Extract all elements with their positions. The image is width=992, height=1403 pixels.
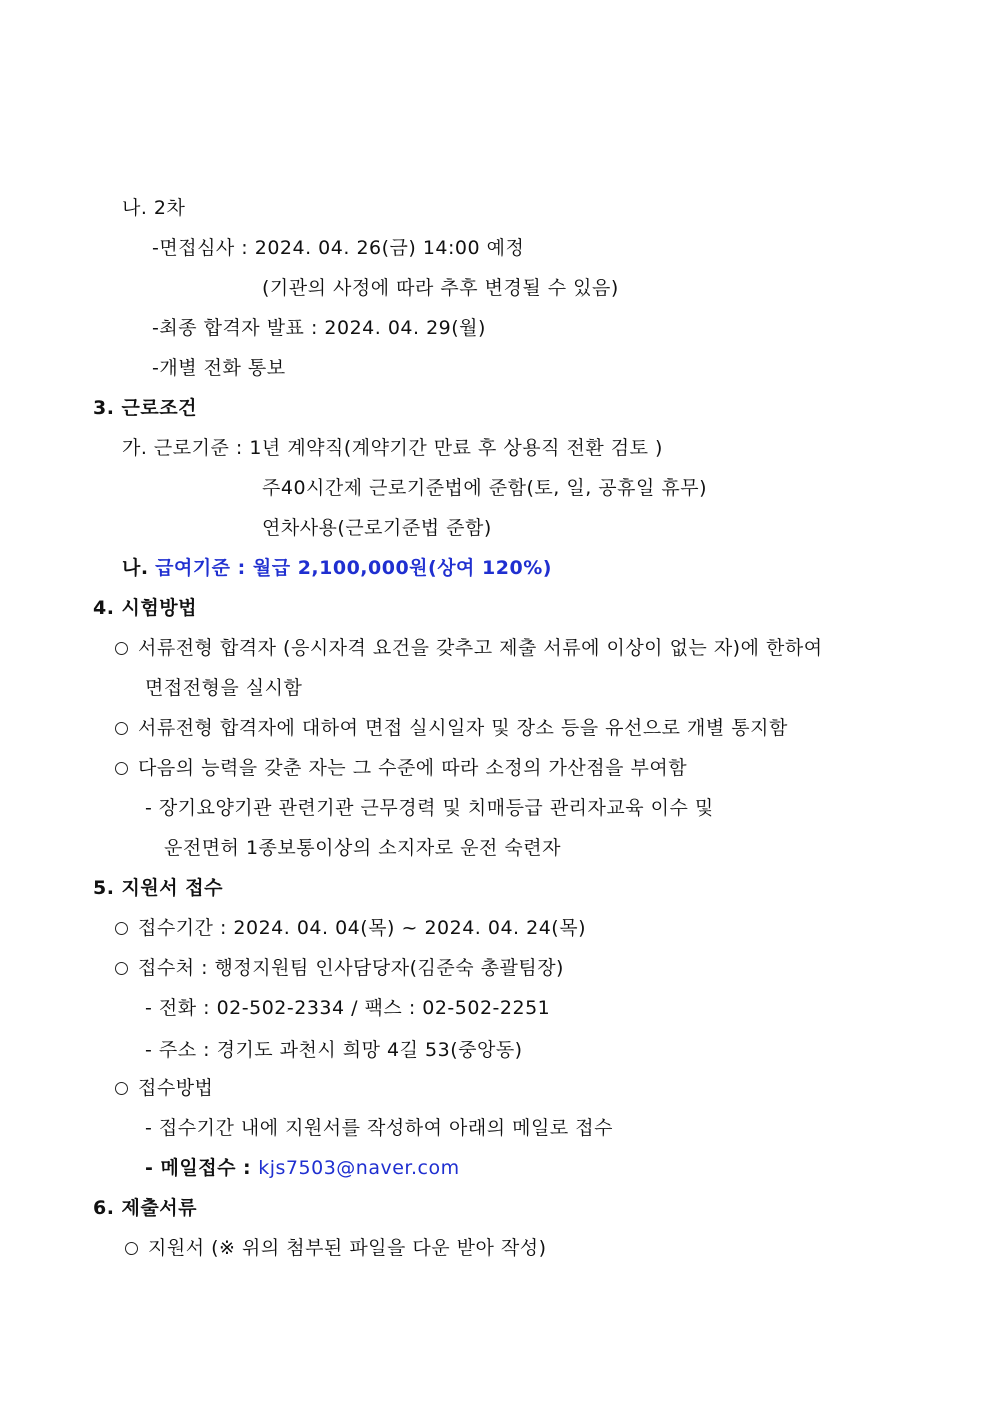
work-standard-contract: 1년 계약직(계약기간 만료 후 상용직 전환 검토 ): [249, 437, 663, 459]
work-standard-line1: [122, 436, 663, 460]
contact-phone-fax: - 전화 : 02-502-2334 / 팩스 : 02-502-2251: [145, 997, 551, 1019]
exam-item-2: [115, 716, 788, 740]
exam-item-1-cont: 면접전형을 실시함: [145, 677, 303, 699]
application-method-text: 접수방법: [138, 1077, 214, 1099]
email-label: - 메일접수 :: [145, 1157, 259, 1179]
work-standard-label: 가. 근로기준 :: [122, 437, 250, 459]
section-title-work-conditions: 3. 근로조건: [93, 397, 197, 419]
section-title-application: 5. 지원서 접수: [93, 877, 223, 899]
circle-bullet-icon: [115, 922, 128, 935]
email-link[interactable]: kjs7503@naver.com: [258, 1157, 460, 1179]
application-place-text: 접수처 : 행정지원팀 인사담당자(김준숙 총괄팀장): [138, 957, 564, 979]
circle-bullet-icon: [125, 1242, 138, 1255]
contact-address: - 주소 : 경기도 과천시 희망 4길 53(중앙동): [145, 1039, 523, 1061]
interview-schedule: -면접심사 : 2024. 04. 26(금) 14:00 예정: [152, 237, 525, 259]
circle-bullet-icon: [115, 762, 128, 775]
circle-bullet-icon: [115, 962, 128, 975]
exam-item-3: [115, 756, 687, 780]
salary-text: 급여기준 : 월급 2,100,000원(상여 120%): [155, 557, 552, 579]
salary-prefix: 나.: [122, 557, 149, 579]
circle-bullet-icon: [115, 722, 128, 735]
bonus-criteria-1: - 장기요양기관 관련기관 근무경력 및 치매등급 관리자교육 이수 및: [145, 797, 714, 819]
application-method: [115, 1076, 213, 1100]
phone-notification: -개별 전화 통보: [152, 357, 286, 379]
application-method-desc: - 접수기간 내에 지원서를 작성하여 아래의 메일로 접수: [145, 1117, 613, 1139]
salary-standard: [122, 556, 552, 580]
final-announcement: -최종 합격자 발표 : 2024. 04. 29(월): [152, 317, 486, 339]
section-title-exam-method: 4. 시험방법: [93, 597, 197, 619]
subheading-2nd-round: 나. 2차: [122, 197, 186, 219]
bonus-criteria-2: 운전면허 1종보통이상의 소지자로 운전 숙련자: [164, 837, 561, 859]
exam-item-3-text: 다음의 능력을 갖춘 자는 그 수준에 따라 소정의 가산점을 부여함: [138, 757, 688, 779]
exam-item-1: [115, 636, 823, 660]
document-item: [125, 1236, 547, 1260]
interview-note: (기관의 사정에 따라 추후 변경될 수 있음): [262, 277, 619, 299]
work-standard-leave: 연차사용(근로기준법 준함): [262, 517, 492, 539]
document-item-text: 지원서 (※ 위의 첨부된 파일을 다운 받아 작성): [148, 1237, 547, 1259]
circle-bullet-icon: [115, 1082, 128, 1095]
application-period-text: 접수기간 : 2024. 04. 04(목) ~ 2024. 04. 24(목): [138, 917, 586, 939]
circle-bullet-icon: [115, 642, 128, 655]
application-period: [115, 916, 586, 940]
email-submission: [145, 1156, 460, 1180]
exam-item-1-text: 서류전형 합격자 (응시자격 요건을 갖추고 제출 서류에 이상이 없는 자)에 한하여: [138, 637, 823, 659]
application-place: [115, 956, 564, 980]
section-title-documents: 6. 제출서류: [93, 1197, 197, 1219]
exam-item-2-text: 서류전형 합격자에 대하여 면접 실시일자 및 장소 등을 유선으로 개별 통지함: [138, 717, 788, 739]
work-standard-hours: 주40시간제 근로기준법에 준함(토, 일, 공휴일 휴무): [262, 477, 708, 499]
